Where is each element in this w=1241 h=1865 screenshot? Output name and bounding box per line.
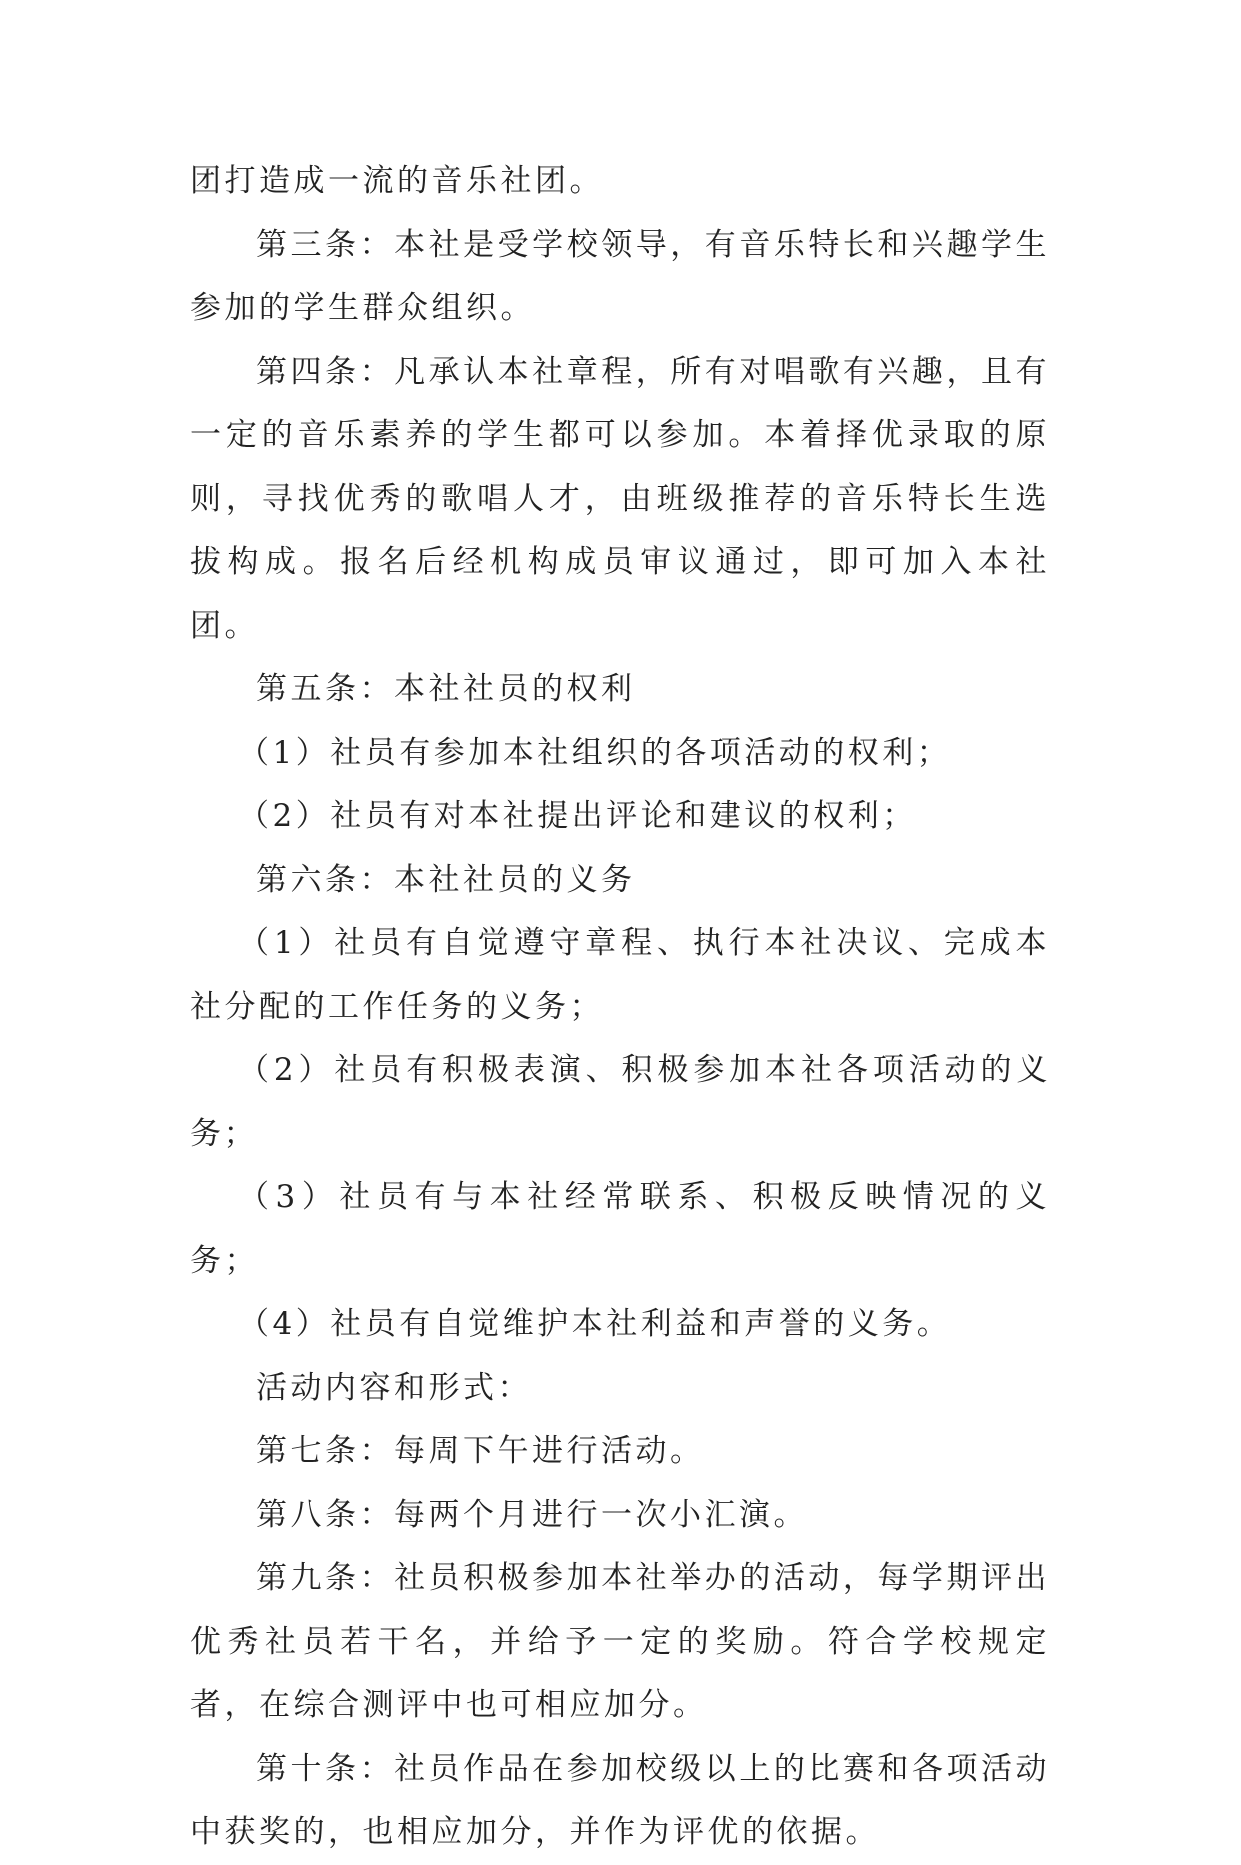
duties-item-2: （2）社员有积极表演、积极参加本社各项活动的义务；: [190, 1052, 1050, 1152]
duties-item-4: （4）社员有自觉维护本社利益和声誉的义务。: [238, 1306, 952, 1342]
article-4: 第四条：凡承认本社章程，所有对唱歌有兴趣，且有一定的音乐素养的学生都可以参加。本着择优录取的原则，寻找优秀的歌唱人才，由班级推荐的音乐特长生选拔构成。报名后经机构成员审议通过，即可加入本社团。: [190, 353, 1050, 644]
duties-item-1: （1）社员有自觉遵守章程、执行本社决议、完成本社分配的工作任务的义务；: [190, 925, 1050, 1025]
rights-item-2: （2）社员有对本社提出评论和建议的权利；: [238, 798, 917, 834]
article-6-heading: 第六条：本社社员的义务: [256, 861, 636, 898]
article-8: 第八条：每两个月进行一次小汇演。: [256, 1496, 808, 1533]
section-heading-activities: 活动内容和形式：: [256, 1369, 532, 1406]
duties-item-3: （3）社员有与本社经常联系、积极反映情况的义务；: [190, 1179, 1050, 1279]
article-3: 第三条：本社是受学校领导，有音乐特长和兴趣学生参加的学生群众组织。: [190, 226, 1050, 326]
article-10: 第十条：社员作品在参加校级以上的比赛和各项活动中获奖的，也相应加分，并作为评优的依据。: [190, 1750, 1050, 1850]
rights-item-1: （1）社员有参加本社组织的各项活动的权利；: [238, 734, 952, 771]
paragraph-continuation: 团打造成一流的音乐社团。: [190, 163, 604, 199]
article-5-heading: 第五条：本社社员的权利: [256, 671, 636, 707]
article-7: 第七条：每周下午进行活动。: [256, 1433, 705, 1469]
document-body: [190, 150, 1050, 1865]
article-9: 第九条：社员积极参加本社举办的活动，每学期评出优秀社员若干名，并给予一定的奖励。符合学校规定者，在综合测评中也可相应加分。: [190, 1560, 1050, 1723]
